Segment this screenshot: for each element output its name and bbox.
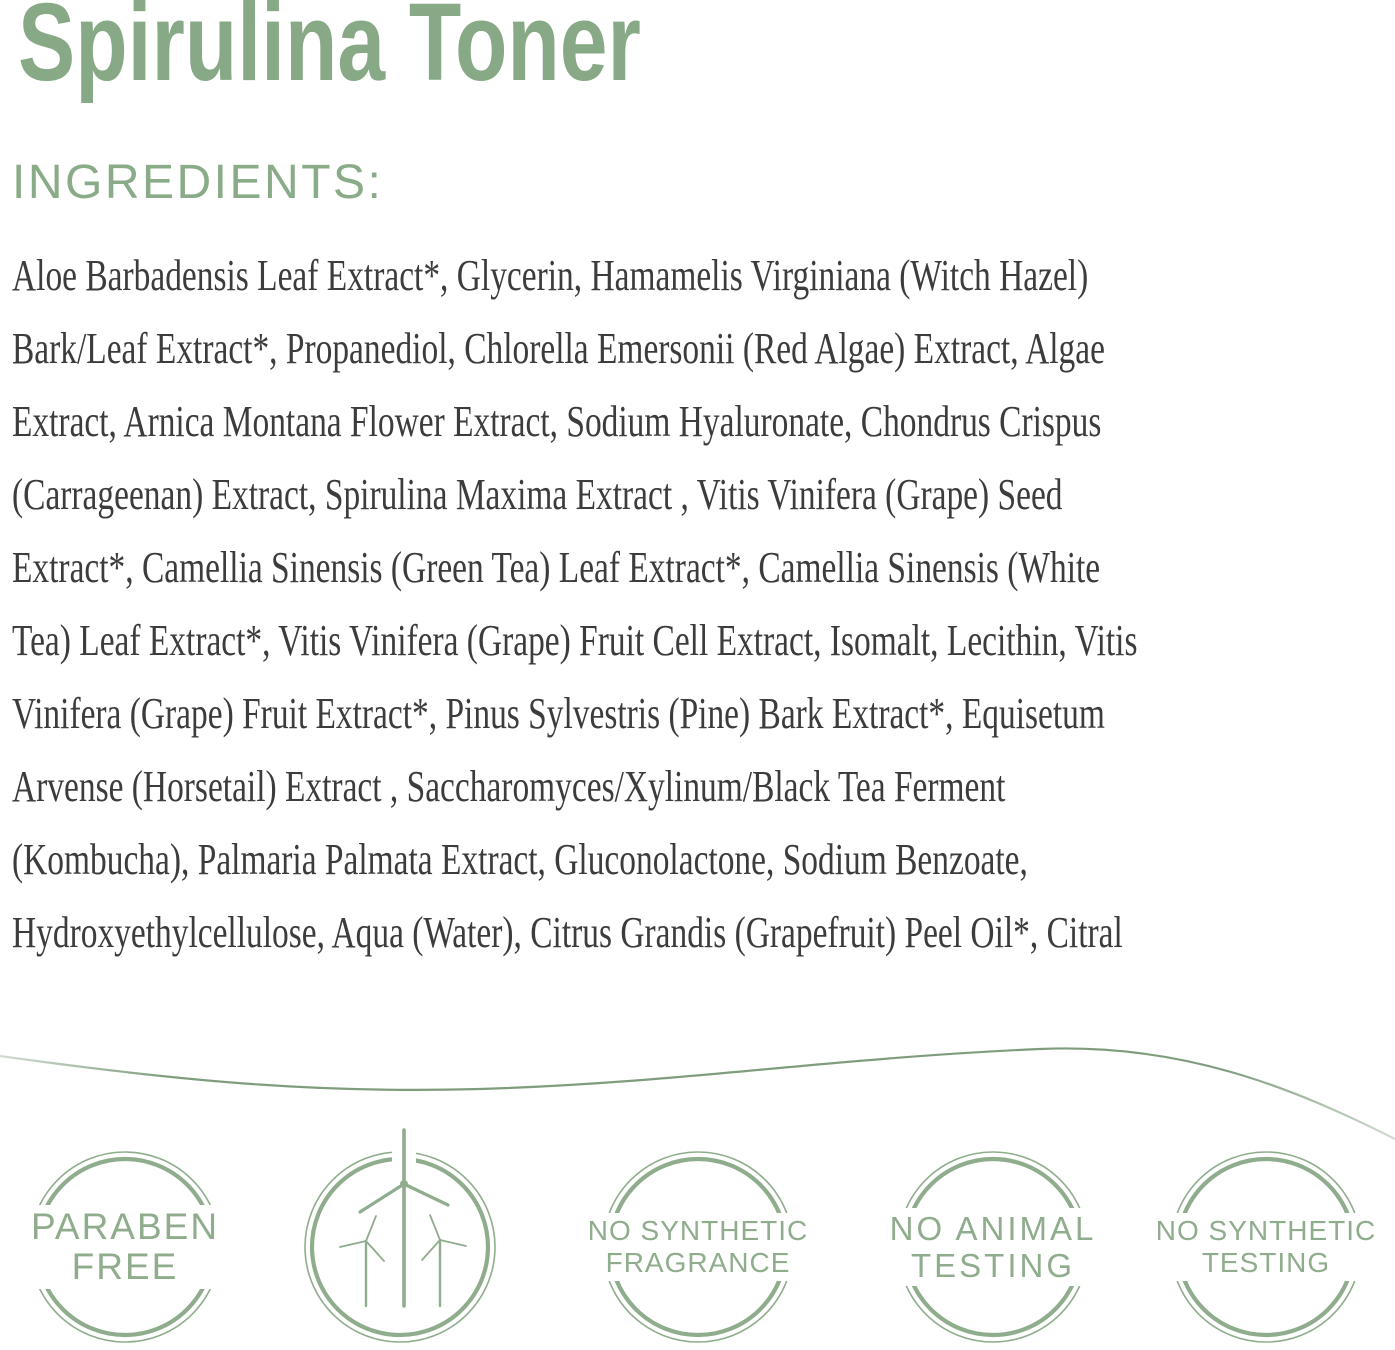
badge-text-line: PARABEN — [30, 1206, 220, 1247]
ingredients-line: Hydroxyethylcellulose, Aqua (Water), Citrus Grandis (Grapefruit) Peel Oil*, Citral — [12, 908, 1123, 957]
ingredients-line: (Carrageenan) Extract, Spirulina Maxima Extract , Vitis Vinifera (Grape) Seed — [12, 470, 1063, 519]
badge-text — [582, 1213, 814, 1281]
badge-no-synthetic-fragrance — [587, 1125, 809, 1347]
wind-turbines-icon — [300, 1125, 500, 1347]
badge-text-line: FREE — [71, 1246, 179, 1287]
badge-text — [1150, 1213, 1382, 1281]
badge-wind-energy — [300, 1125, 500, 1347]
badge-text-line: TESTING — [910, 1247, 1075, 1284]
ingredients-line: Tea) Leaf Extract*, Vitis Vinifera (Grape) Fruit Cell Extract, Isomalt, Lecithin, Vitis — [12, 616, 1138, 665]
page-title: Spirulina Toner — [18, 0, 641, 104]
badge-text-line: FRAGRANCE — [605, 1247, 791, 1278]
ingredients-line: Arvense (Horsetail) Extract , Saccharomyces/Xylinum/Black Tea Ferment — [12, 762, 1006, 811]
ingredients-line: Vinifera (Grape) Fruit Extract*, Pinus Sylvestris (Pine) Bark Extract*, Equisetum — [12, 689, 1105, 738]
badge-text — [877, 1208, 1109, 1286]
badge-paraben-free — [25, 1125, 225, 1347]
ingredients-line: (Kombucha), Palmaria Palmata Extract, Gluconolactone, Sodium Benzoate, — [12, 835, 1028, 884]
ingredients-heading: INGREDIENTS: — [12, 156, 384, 209]
ingredients-line: Aloe Barbadensis Leaf Extract*, Glycerin, Hamamelis Virginiana (Witch Hazel) — [12, 251, 1089, 300]
badge-text-line: TESTING — [1201, 1247, 1331, 1278]
badge-text-line: NO SYNTHETIC — [1155, 1215, 1377, 1246]
badge-text-line: NO ANIMAL — [889, 1210, 1097, 1247]
ingredients-list — [12, 239, 1392, 969]
badge-text — [9, 1205, 241, 1289]
badge-no-animal-testing — [889, 1125, 1097, 1347]
ingredients-line: Extract*, Camellia Sinensis (Green Tea) Leaf Extract*, Camellia Sinensis (White — [12, 543, 1101, 592]
ingredients-line: Bark/Leaf Extract*, Propanediol, Chlorella Emersonii (Red Algae) Extract, Algae — [12, 324, 1105, 373]
ingredients-line: Extract, Arnica Montana Flower Extract, Sodium Hyaluronate, Chondrus Crispus — [12, 397, 1102, 446]
badge-no-synthetic-testing — [1155, 1125, 1377, 1347]
badge-text-line: NO SYNTHETIC — [587, 1215, 809, 1246]
